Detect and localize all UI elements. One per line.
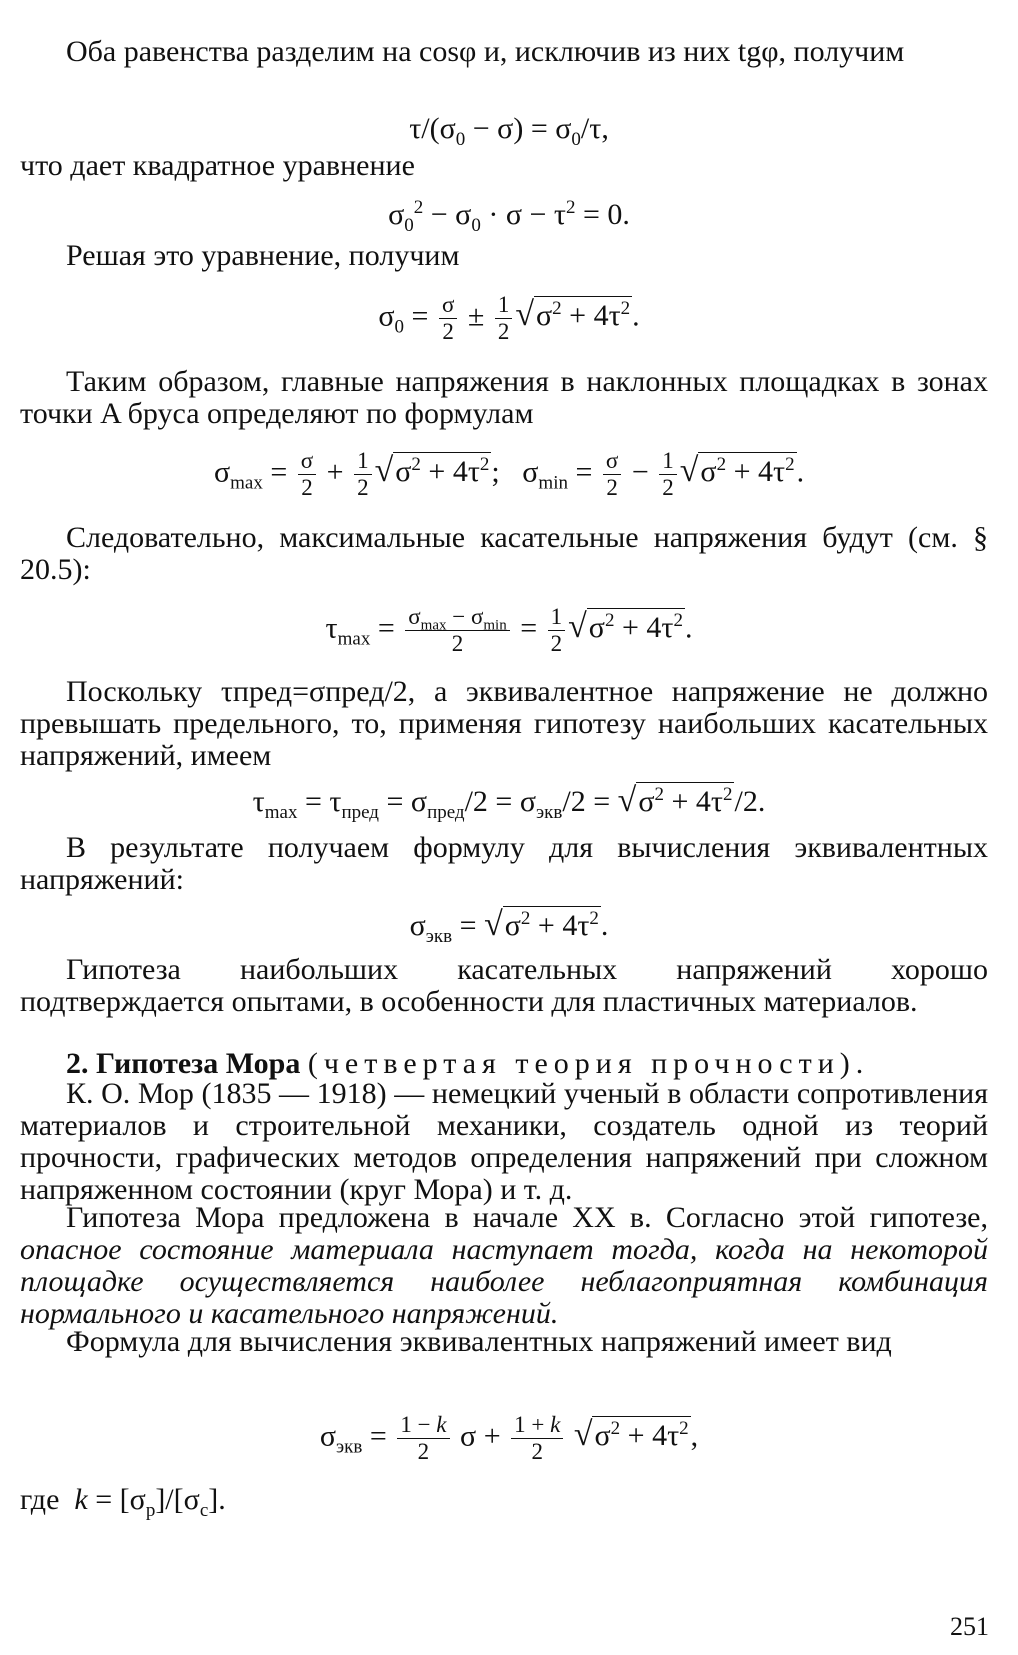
where-word: где — [20, 1483, 60, 1516]
paragraph-intro: Оба равенства разделим на cosφ и, исключив из них tgφ, получим — [66, 35, 905, 68]
equation-tau-equivalence: $\tau_{max} = \tau_{пред} = \sigma_{пред}/2 = \sigma_{экв}/2 = √\sigma^2 + 4\tau^2/2$. — [252, 782, 766, 823]
paragraph-mohr-hypothesis-italic: опасное состояние материала наступает тогда, когда на некоторой площадке осуществляется наиболее неблагоприятная комбинация нормального и касательного напряжений. — [20, 1233, 988, 1330]
paragraph-mohr-bio: К. О. Мор (1835 — 1918) — немецкий ученый в области сопротивления материалов и строительной механики, создатель одной из теорий прочности, графических методов определения напряжений при сложном напряженном состоянии (круг Мора) и т. д. — [20, 1077, 988, 1206]
section-heading-number: 2. Гипотеза Мора — [66, 1047, 301, 1080]
paragraph-where-k: где $k = [\sigma_р]/[\sigma_с]$. — [20, 1483, 226, 1521]
paragraph-principal — [20, 366, 988, 430]
equation-sigma-eq-shear: $\sigma_{экв} = √\sigma^2 + 4\tau^2$. — [409, 906, 609, 947]
paragraph-principal-text: Таким образом, главные напряжения в наклонных площадках в зонах точки A бруса определяют по формулам — [20, 365, 988, 430]
equation-quadratic: $\sigma_0^2 - \sigma_0 \cdot \sigma - \tau^2 = 0$. — [388, 197, 630, 236]
paragraph-quadratic: что дает квадратное уравнение — [20, 149, 415, 182]
section-heading-mohr — [20, 1048, 988, 1080]
page-number: 251 — [950, 1612, 989, 1641]
section-heading-subtitle: (четвертая теория прочности). — [307, 1047, 870, 1080]
paragraph-formula-intro: Формула для вычисления эквивалентных напряжений имеет вид — [66, 1325, 892, 1358]
equation-sigma-eq-mohr: $\sigma_{экв}$ = $\frac{1 - k}{2}$ σ + $\frac{1 + k}{2}$ $√\sigma^2 + 4\tau^2$, — [319, 1412, 699, 1464]
equation-principal-stresses: $\sigma_{max}$ = $\frac{\sigma}{2}$ + $\frac{1}{2}$ $√\sigma^2 + 4\tau^2$; $\sigma_{min}$ = $\frac{\sigma}{2}$ − $\frac{1}{2}$ $√\sigma^2 + 4\tau^2$. — [213, 448, 805, 500]
paragraph-max-shear: Следовательно, максимальные касательные напряжения будут (см. § 20.5): — [20, 521, 988, 586]
paragraph-solving: Решая это уравнение, получим — [66, 239, 460, 272]
paragraph-limit: Поскольку τпред=σпред/2, а эквивалентное напряжение не должно превышать предельного, то, применяя гипотезу наибольших касательных напряжений, имеем — [20, 675, 988, 772]
paragraph-result: В результате получаем формулу для вычисления эквивалентных напряжений: — [20, 831, 988, 896]
paragraph-mohr-hypothesis-start: Гипотеза Мора предложена в начале XX в. Согласно этой гипотезе, — [66, 1201, 988, 1234]
paragraph-confirmation: Гипотеза наибольших касательных напряжений хорошо подтверждается опытами, в особенности для пластичных материалов. — [20, 953, 988, 1018]
equation-tau-max: $\tau_{max}$ = $\frac{\sigma_{max} - \sigma_{min}}{2}$ = $\frac{1}{2}$ $√\sigma^2 + 4\tau^2$. — [325, 604, 693, 656]
equation-sigma0: $\sigma_0$ = $\frac{\sigma}{2}$ ± $\frac{1}{2}$ $√\sigma^2 + 4\tau^2$. — [378, 292, 640, 344]
equation-ratio: $\tau/(\sigma_0 - \sigma) = \sigma_0/\tau$, — [409, 112, 609, 150]
paragraph-mohr-hypothesis — [20, 1202, 988, 1330]
